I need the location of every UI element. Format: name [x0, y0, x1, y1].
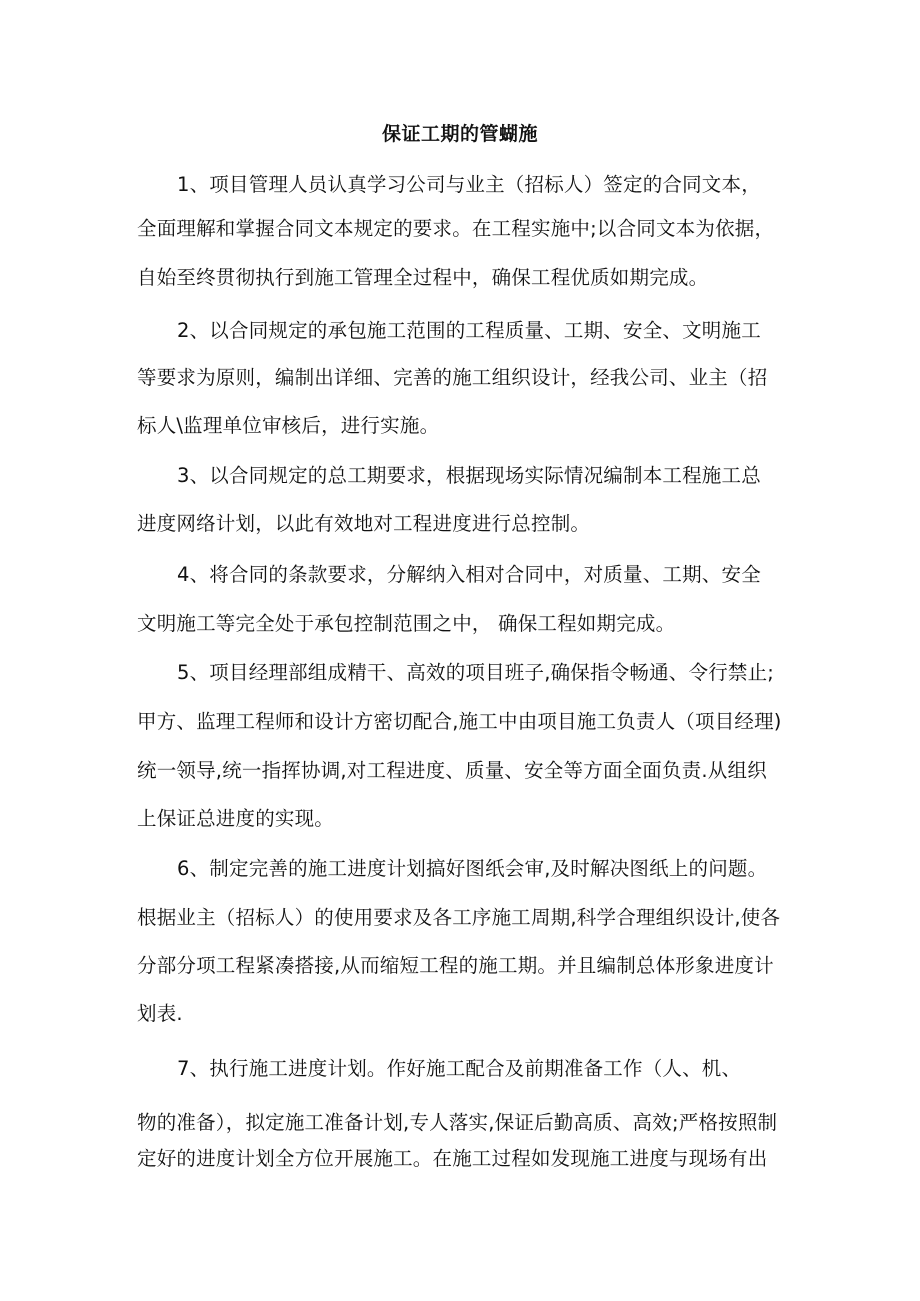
paragraph-6-line-2: 根据业主（招标人）的使用要求及各工序施工周期,科学合理组织设计,使各	[137, 906, 781, 929]
paragraph-3-line-1: 3、以合同规定的总工期要求，根据现场实际情况编制本工程施工总	[177, 464, 761, 487]
paragraph-6-line-1: 6、制定完善的施工进度计划搞好图纸会审,及时解决图纸上的问题。	[177, 857, 768, 880]
paragraph-7-line-1: 7、执行施工进度计划。作好施工配合及前期准备工作（人、机、	[177, 1057, 742, 1080]
paragraph-1-line-3: 自始至终贯彻执行到施工管理全过程中，确保工程优质如期完成。	[137, 266, 709, 289]
paragraph-2-line-2: 等要求为原则，编制出详细、完善的施工组织设计，经我公司、业主（招	[137, 366, 768, 389]
paragraph-4-line-1: 4、将合同的条款要求，分解纳入相对合同中，对质量、工期、安全	[177, 563, 761, 586]
paragraph-5-line-1: 5、项目经理部组成精干、高效的项目班子,确保指令畅通、令行禁止;	[177, 661, 775, 684]
paragraph-6-line-3: 分部分项工程紧凑搭接,从而缩短工程的施工期。并且编制总体形象进度计	[137, 954, 774, 977]
paragraph-2-line-3: 标人\监理单位审核后，进行实施。	[137, 414, 440, 437]
document-title: 保证工期的管蝴施	[381, 123, 538, 145]
paragraph-5-line-4: 上保证总进度的实现。	[137, 807, 335, 830]
paragraph-4-line-2: 文明施工等完全处于承包控制范围之中， 确保工程如期完成。	[137, 612, 676, 635]
paragraph-1-line-2: 全面理解和掌握合同文本规定的要求。在工程实施中;以合同文本为依据，	[137, 217, 775, 240]
paragraph-2-line-1: 2、以合同规定的承包施工范围的工程质量、工期、安全、文明施工	[177, 319, 761, 342]
paragraph-5-line-3: 统一领导,统一指挥协调,对工程进度、质量、安全等方面全面负责.从组织	[137, 759, 767, 782]
paragraph-6-line-4: 划表.	[137, 1002, 183, 1025]
paragraph-1-line-1: 1、项目管理人员认真学习公司与业主（招标人）签定的合同文本，	[177, 173, 761, 196]
paragraph-3-line-2: 进度网络计划，以此有效地对工程进度进行总控制。	[137, 512, 591, 535]
paragraph-7-line-2: 物的准备），拟定施工准备计划,专人落实,保证后勤高质、高效;严格按照制	[137, 1111, 778, 1134]
paragraph-5-line-2: 甲方、监理工程师和设计方密切配合,施工中由项目施工负责人（项目经理)	[137, 710, 782, 733]
paragraph-7-line-3: 定好的进度计划全方位开展施工。在施工过程如发现施工进度与现场有出	[137, 1147, 768, 1170]
